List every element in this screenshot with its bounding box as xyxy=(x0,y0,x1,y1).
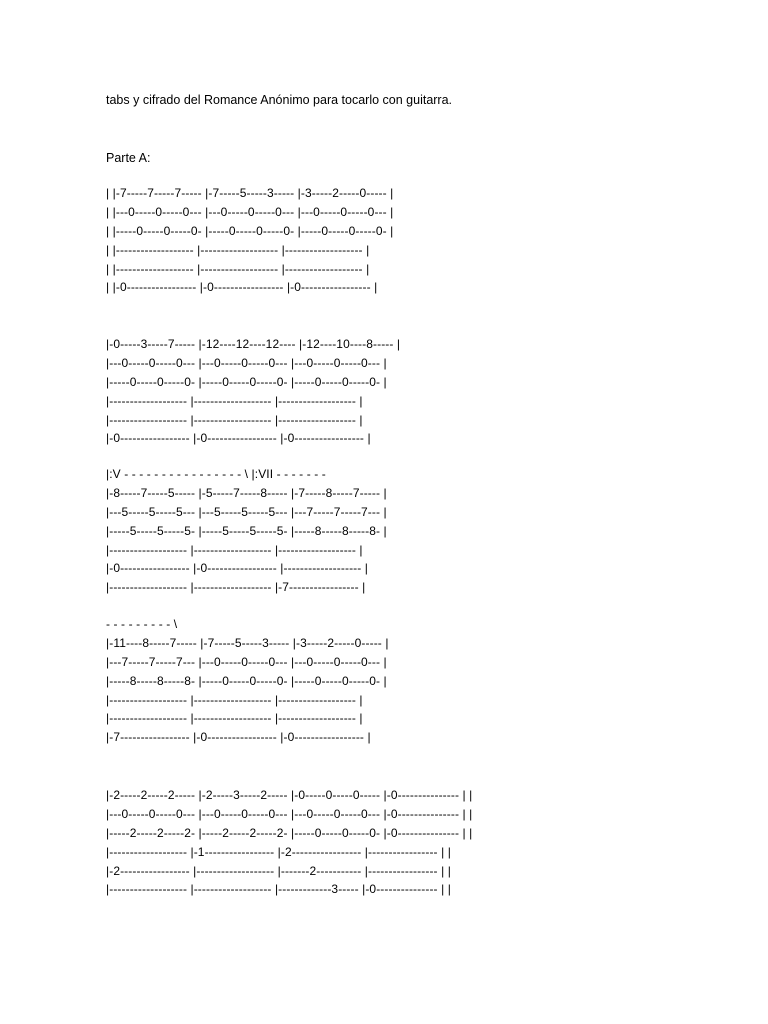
tab-line: |---7-----7-----7--- |---0-----0-----0--- |---0-----0-----0--- | xyxy=(106,654,387,669)
position-marker-line: |:V - - - - - - - - - - - - - - - - \ |:VII - - - - - - - xyxy=(106,467,326,481)
tab-line: |---0-----0-----0--- |---0-----0-----0--- |---0-----0-----0--- |-0--------------- | | xyxy=(106,806,473,821)
tab-line: |------------------- |------------------- |-------------3----- |-0--------------- | | xyxy=(106,882,451,897)
tab-line: |------------------- |------------------- |------------------- | xyxy=(106,542,363,557)
tab-line: |------------------- |------------------- |------------------- | xyxy=(106,692,363,707)
section-heading: Parte A: xyxy=(106,151,151,165)
tab-line: |------------------- |------------------- |------------------- | xyxy=(106,393,363,408)
tab-block-2 xyxy=(106,335,400,448)
tab-line: | |------------------- |------------------- |------------------- | xyxy=(106,242,370,257)
tab-line: |------------------- |------------------- |-7----------------- | xyxy=(106,580,366,595)
document-title: tabs y cifrado del Romance Anónimo para tocarlo con guitarra. xyxy=(106,93,453,107)
tab-line: |------------------- |------------------- |------------------- | xyxy=(106,412,363,427)
tab-line: |-----0-----0-----0- |-----0-----0-----0- |-----0-----0-----0- | xyxy=(106,374,387,389)
position-marker-line: - - - - - - - - - \ xyxy=(106,617,178,631)
tab-line: | |---0-----0-----0--- |---0-----0-----0--- |---0-----0-----0--- | xyxy=(106,204,394,219)
tab-line: | |------------------- |------------------- |------------------- | xyxy=(106,261,370,276)
tab-line: |-----2-----2-----2- |-----2-----2-----2- |-----0-----0-----0- |-0--------------- | | xyxy=(106,825,473,840)
tab-block-4 xyxy=(106,615,389,747)
tab-line: |-----8-----8-----8- |-----0-----0-----0- |-----0-----0-----0- | xyxy=(106,673,387,688)
tab-line: | |-7-----7-----7----- |-7-----5-----3----- |-3-----2-----0----- | xyxy=(106,186,394,200)
tab-line: |-0-----3-----7----- |-12----12----12---- |-12----10----8----- | xyxy=(106,337,401,351)
tab-line: |-2----------------- |------------------- |-------2----------- |----------------- | | xyxy=(106,863,451,878)
tab-line: |-2-----2-----2----- |-2-----3-----2----- |-0-----0-----0----- |-0--------------- | | xyxy=(106,788,473,802)
tab-line: |-11----8-----7----- |-7-----5-----3----- |-3-----2-----0----- | xyxy=(106,635,389,650)
tab-line: | |-0----------------- |-0----------------- |-0----------------- | xyxy=(106,280,378,295)
tab-line: |-0----------------- |-0----------------- |------------------- | xyxy=(106,561,369,576)
tab-line: |-0----------------- |-0----------------- |-0----------------- | xyxy=(106,431,371,446)
tab-line: |------------------- |-1----------------- |-2----------------- |----------------- | | xyxy=(106,844,451,859)
tab-line: |---5-----5-----5--- |---5-----5-----5--- |---7-----7-----7--- | xyxy=(106,504,387,519)
tab-line: |-----5-----5-----5- |-----5-----5-----5- |-----8-----8-----8- | xyxy=(106,523,387,538)
tab-block-3 xyxy=(106,465,387,597)
tab-line: |-7----------------- |-0----------------- |-0----------------- | xyxy=(106,730,371,745)
tab-line: |---0-----0-----0--- |---0-----0-----0--- |---0-----0-----0--- | xyxy=(106,355,387,370)
tab-line: |-8-----7-----5----- |-5-----7-----8----- |-7-----8-----7----- | xyxy=(106,485,387,500)
tab-line: |------------------- |------------------- |------------------- | xyxy=(106,711,363,726)
tab-block-5 xyxy=(106,786,472,899)
tab-line: | |-----0-----0-----0- |-----0-----0-----0- |-----0-----0-----0- | xyxy=(106,223,394,238)
tab-block-1 xyxy=(106,184,393,297)
